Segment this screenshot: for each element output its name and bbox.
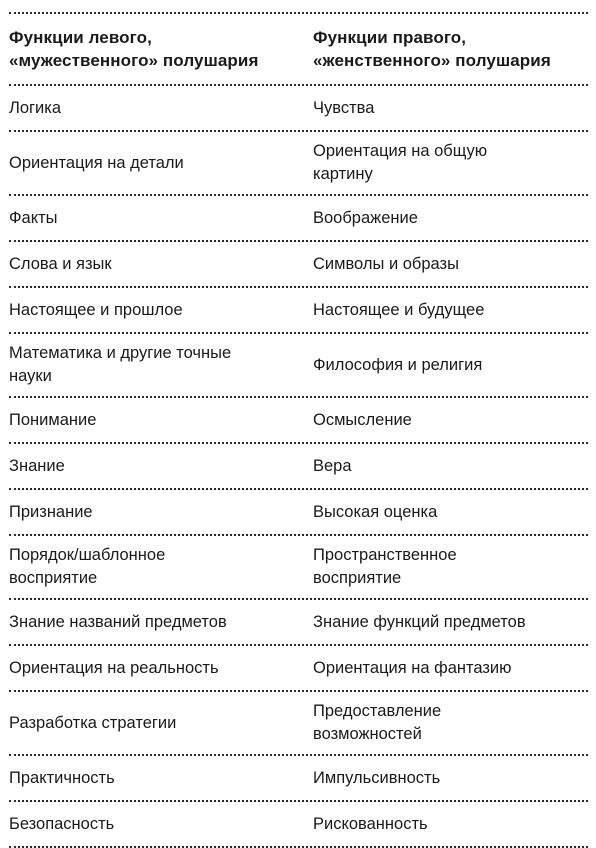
right-hemisphere-cell: Чувства bbox=[313, 98, 375, 117]
right-hemisphere-cell: Предоставление возможностей bbox=[313, 702, 442, 743]
right-hemisphere-cell: Ориентация на фантазию bbox=[313, 658, 512, 677]
left-hemisphere-cell: Ориентация на реальность bbox=[9, 658, 219, 677]
right-hemisphere-cell: Символы и образы bbox=[313, 254, 459, 273]
table-row bbox=[9, 646, 588, 690]
table-row bbox=[9, 490, 588, 534]
left-hemisphere-cell: Ориентация на детали bbox=[9, 153, 184, 172]
table-row bbox=[9, 132, 588, 194]
right-hemisphere-cell: Рискованность bbox=[313, 814, 428, 833]
hemisphere-functions-page bbox=[0, 12, 596, 833]
right-hemisphere-cell: Вера bbox=[313, 456, 352, 475]
right-hemisphere-cell: Ориентация на общую картину bbox=[313, 142, 488, 183]
table-row bbox=[9, 86, 588, 130]
table-row bbox=[9, 288, 588, 332]
left-hemisphere-cell: Настоящее и прошлое bbox=[9, 300, 183, 319]
table-row bbox=[9, 692, 588, 754]
left-hemisphere-cell: Факты bbox=[9, 208, 58, 227]
table-row bbox=[9, 334, 588, 396]
left-hemisphere-cell: Понимание bbox=[9, 410, 97, 429]
header-right-hemisphere: Функции правого, «женственного» полушария bbox=[313, 28, 551, 70]
table-row bbox=[9, 600, 588, 644]
left-hemisphere-cell: Безопасность bbox=[9, 814, 115, 833]
table-body bbox=[9, 86, 588, 848]
right-hemisphere-cell: Философия и религия bbox=[313, 355, 483, 374]
right-hemisphere-cell: Знание функций предметов bbox=[313, 612, 526, 631]
right-hemisphere-cell: Высокая оценка bbox=[313, 502, 438, 521]
left-hemisphere-cell: Порядок/шаблонное восприятие bbox=[9, 546, 166, 587]
left-hemisphere-cell: Признание bbox=[9, 502, 93, 521]
header-left-hemisphere: Функции левого, «мужественного» полушария bbox=[9, 28, 259, 70]
left-hemisphere-cell: Разработка стратегии bbox=[9, 713, 177, 732]
left-hemisphere-cell: Слова и язык bbox=[9, 254, 112, 273]
left-hemisphere-cell: Знание bbox=[9, 456, 65, 475]
left-hemisphere-cell: Математика и другие точные науки bbox=[9, 344, 232, 385]
table-row bbox=[9, 802, 588, 846]
right-hemisphere-cell: Осмысление bbox=[313, 410, 412, 429]
right-hemisphere-cell: Пространственное восприятие bbox=[313, 546, 457, 587]
table-header-row bbox=[9, 14, 588, 84]
left-hemisphere-cell: Знание названий предметов bbox=[9, 612, 227, 631]
table-row bbox=[9, 196, 588, 240]
right-hemisphere-cell: Воображение bbox=[313, 208, 418, 227]
right-hemisphere-cell: Импульсивность bbox=[313, 768, 441, 787]
left-hemisphere-cell: Логика bbox=[9, 98, 61, 117]
table-row bbox=[9, 242, 588, 286]
table-row bbox=[9, 536, 588, 598]
left-hemisphere-cell: Практичность bbox=[9, 768, 115, 787]
right-hemisphere-cell: Настоящее и будущее bbox=[313, 300, 485, 319]
table-row bbox=[9, 398, 588, 442]
table-row bbox=[9, 444, 588, 488]
